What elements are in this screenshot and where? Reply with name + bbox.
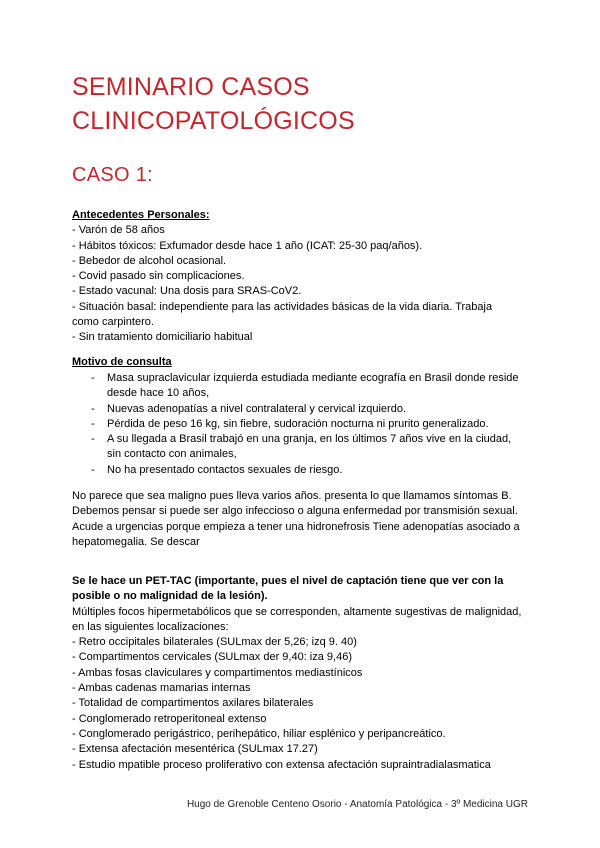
list-item [72, 402, 542, 417]
case-heading: CASO 1: [72, 164, 154, 186]
pet-line: - Conglomerado retroperitoneal extenso [72, 712, 267, 725]
pet-heading-cont: posible o no malignidad de la lesión). [72, 590, 268, 603]
title-line-2: CLINICOPATOLÓGICOS [72, 107, 355, 135]
paragraph-line: Debemos pensar si puede ser algo infeccioso o alguna enfermedad por transmisión sexual. [72, 505, 518, 518]
pet-line: - Estudio mpatible proceso proliferativo con extensa afectación supraintradialasmatica [72, 758, 491, 771]
bullet-dash: - [91, 372, 95, 384]
antecedentes-line: - Estado vacunal: Una dosis para SRAS-CoV2. [72, 285, 302, 298]
list-item [72, 432, 542, 463]
list-item [72, 417, 542, 432]
antecedentes-heading: Antecedentes Personales: [72, 209, 210, 221]
list-item-text: Masa supraclavicular izquierda estudiada mediante ecografía en Brasil donde reside [107, 372, 519, 384]
pet-line: - Compartimentos cervicales (SULmax der 9,40: iza 9,46) [72, 651, 352, 664]
paragraph-line: No parece que sea maligno pues lleva varios años. presenta lo que llamamos síntomas B. [72, 490, 512, 502]
motivo-heading-text: Motivo de consulta [72, 356, 172, 368]
pet-line: - Ambas fosas claviculares y compartimentos mediastínicos [72, 666, 363, 679]
pet-tac-section [72, 574, 542, 773]
bullet-dash: - [91, 433, 95, 446]
antecedentes-section [72, 208, 542, 346]
pet-line: en las siguientes localizaciones: [72, 620, 229, 633]
paragraph-line: hepatomegalia. Se descar [72, 535, 200, 548]
motivo-heading [72, 355, 542, 370]
pet-line: - Extensa afectación mesentérica (SULmax 17.27) [72, 743, 318, 756]
title-line-1: SEMINARIO CASOS [72, 73, 310, 101]
list-item [72, 463, 542, 478]
paragraph-line: Acude a urgencias porque empieza a tener una hidronefrosis Tiene adenopatías asociado a [72, 520, 520, 533]
antecedentes-line: - Bebedor de alcohol ocasional. [72, 254, 227, 267]
pet-line: - Totalidad de compartimentos axilares bilaterales [72, 697, 314, 710]
list-item-text: No ha presentado contactos sexuales de riesgo. [107, 463, 343, 476]
motivo-list [72, 371, 542, 478]
bullet-dash: - [91, 463, 95, 476]
antecedentes-line: como carpintero. [72, 316, 154, 329]
pet-line: - Conglomerado perigástrico, perihepático, hiliar esplénico y peripancreático. [72, 727, 446, 740]
pet-line: - Ambas cadenas mamarias internas [72, 682, 251, 695]
notes-paragraph [72, 489, 542, 550]
list-item-text: A su llegada a Brasil trabajó en una granja, en los últimos 7 años vive en la ciudad, [107, 433, 512, 446]
pet-line: - Retro occipitales bilaterales (SULmax der 5,26; izq 9. 40) [72, 636, 357, 649]
list-item-text-cont: sin contacto con animales, [107, 448, 237, 461]
list-item [72, 371, 542, 402]
pet-heading: Se le hace un PET-TAC (importante, pues el nivel de captación tiene que ver con la [72, 575, 504, 587]
antecedentes-line: - Situación basal: independiente para las actividades básicas de la vida diaria. Trabaja [72, 300, 493, 313]
antecedentes-line: - Covid pasado sin complicaciones. [72, 270, 245, 283]
bullet-dash: - [91, 417, 95, 430]
list-item-text-cont: desde hace 10 años, [107, 387, 210, 400]
list-item-text: Pérdida de peso 16 kg, sin fiebre, sudoración nocturna ni prurito generalizado. [107, 417, 489, 430]
pet-line: Múltiples focos hipermetabólicos que se corresponden, altamente sugestivas de malignidad, [72, 605, 522, 618]
list-item-text: Nuevas adenopatías a nivel contralateral y cervical izquierdo. [107, 402, 406, 415]
bullet-dash: - [91, 402, 95, 415]
document-title [72, 70, 355, 138]
antecedentes-line: - Sin tratamiento domiciliario habitual [72, 331, 253, 344]
antecedentes-line: - Varón de 58 años [72, 224, 165, 237]
antecedentes-line: - Hábitos tóxicos: Exfumador desde hace 1 año (ICAT: 25-30 paq/años). [72, 239, 423, 252]
page-footer: Hugo de Grenoble Centeno Osorio - Anatomía Patológica - 3º Medicina UGR [186, 799, 528, 810]
